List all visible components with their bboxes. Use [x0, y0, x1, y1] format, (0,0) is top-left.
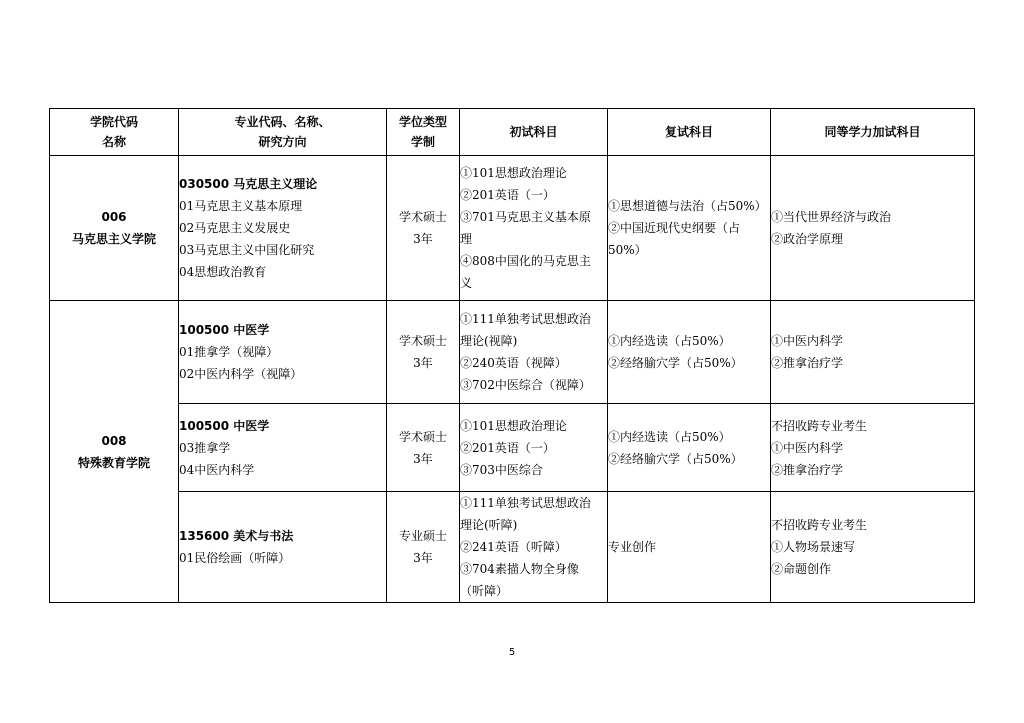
major-title: 100500 中医学	[179, 418, 270, 433]
retest-subject: 50%）	[608, 243, 647, 257]
prelim-subject: ①111单独考试思想政治	[460, 312, 591, 326]
prelim-cell	[460, 301, 608, 404]
degree-cell	[387, 156, 460, 301]
degree-cell	[387, 404, 460, 492]
direction: 02中医内科学（视障）	[179, 367, 303, 381]
retest-subject: ②经络腧穴学（占50%）	[608, 451, 743, 466]
equiv-subject: ②命题创作	[771, 562, 832, 576]
retest-subject: ①内经选读（占50%）	[608, 334, 731, 348]
header-college: 学院代码 名称	[50, 109, 179, 156]
direction: 01马克思主义基本原理	[179, 199, 303, 213]
degree-cell	[387, 492, 460, 603]
equiv-subject: ①中医内科学	[771, 440, 844, 455]
table-header-row	[50, 109, 975, 156]
header-prelim: 初试科目	[460, 109, 608, 156]
retest-subject: ②经络腧穴学（占50%）	[608, 356, 743, 370]
equiv-cell	[771, 404, 975, 492]
equiv-cell	[771, 301, 975, 404]
prelim-subject: ③702中医综合（视障）	[460, 378, 591, 392]
prelim-cell	[460, 404, 608, 492]
degree-type: 学术硕士	[398, 429, 447, 444]
retest-cell	[608, 492, 771, 603]
table-row	[50, 404, 975, 492]
equiv-subject: 不招收跨专业考生	[771, 418, 868, 433]
retest-subject: ①思想道德与法治（占50%）	[608, 199, 767, 213]
equiv-subject: ②政治学原理	[771, 232, 844, 246]
prelim-subject: ③703中医综合	[460, 462, 543, 477]
equiv-subject: ①中医内科学	[771, 334, 844, 348]
college-code: 008	[101, 433, 127, 448]
equiv-subject: ①当代世界经济与政治	[771, 210, 892, 224]
retest-cell	[608, 301, 771, 404]
prelim-cell	[460, 156, 608, 301]
college-name: 特殊教育学院	[77, 455, 150, 470]
major-title: 100500 中医学	[179, 323, 270, 337]
direction: 04中医内科学	[179, 462, 255, 477]
header-equiv: 同等学力加试科目	[771, 109, 975, 156]
equiv-cell	[771, 156, 975, 301]
table-row	[50, 492, 975, 603]
degree-cell	[387, 301, 460, 404]
major-cell	[179, 492, 387, 603]
header-retest: 复试科目	[608, 109, 771, 156]
college-name: 马克思主义学院	[71, 232, 156, 246]
prelim-subject: ③701马克思主义基本原	[460, 210, 591, 224]
prelim-subject: 理论(听障)	[460, 518, 518, 532]
prelim-subject: ②240英语（视障）	[460, 356, 567, 370]
direction: 01推拿学（视障）	[179, 345, 279, 359]
retest-subject: ①内经选读（占50%）	[608, 429, 731, 444]
equiv-subject: ②推拿治疗学	[771, 356, 844, 370]
duration: 3年	[413, 551, 433, 565]
degree-type: 专业硕士	[398, 529, 447, 543]
duration: 3年	[413, 451, 433, 466]
college-code: 006	[101, 210, 127, 224]
prelim-subject: ①101思想政治理论	[460, 418, 567, 433]
degree-type: 学术硕士	[398, 210, 447, 224]
direction: 01民俗绘画（听障）	[179, 551, 291, 565]
prelim-subject: 义	[460, 276, 473, 290]
table-row	[50, 301, 975, 404]
direction: 03马克思主义中国化研究	[179, 243, 315, 257]
major-cell	[179, 301, 387, 404]
major-title: 030500 马克思主义理论	[179, 177, 318, 191]
direction: 02马克思主义发展史	[179, 221, 291, 235]
prelim-cell	[460, 492, 608, 603]
equiv-subject: ①人物场景速写	[771, 540, 856, 554]
prelim-subject: ①101思想政治理论	[460, 166, 567, 180]
prelim-subject: ④808中国化的马克思主	[460, 254, 591, 268]
retest-subject: 专业创作	[608, 540, 657, 554]
prelim-subject: ①111单独考试思想政治	[460, 496, 591, 510]
major-cell	[179, 404, 387, 492]
college-cell	[50, 156, 179, 301]
retest-cell	[608, 404, 771, 492]
major-title: 135600 美术与书法	[179, 529, 294, 543]
retest-cell	[608, 156, 771, 301]
duration: 3年	[413, 232, 433, 246]
prelim-subject: ②241英语（听障）	[460, 540, 567, 554]
retest-subject: ②中国近现代史纲要（占	[608, 221, 741, 235]
equiv-subject: 不招收跨专业考生	[771, 518, 868, 532]
direction: 04思想政治教育	[179, 265, 267, 279]
prelim-subject: 理	[460, 232, 473, 246]
prelim-subject: 理论(视障)	[460, 334, 518, 348]
prelim-subject: （听障）	[460, 584, 509, 598]
prelim-subject: ②201英语（一）	[460, 188, 555, 202]
table-row	[50, 156, 975, 301]
direction: 03推拿学	[179, 440, 231, 455]
equiv-cell	[771, 492, 975, 603]
college-cell	[50, 301, 179, 603]
header-degree: 学位类型 学制	[387, 109, 460, 156]
equiv-subject: ②推拿治疗学	[771, 462, 844, 477]
degree-type: 学术硕士	[398, 334, 447, 348]
major-cell	[179, 156, 387, 301]
header-major: 专业代码、名称、 研究方向	[179, 109, 387, 156]
prelim-subject: ②201英语（一）	[460, 440, 555, 455]
page-number: 5	[508, 647, 516, 658]
prelim-subject: ③704素描人物全身像	[460, 562, 579, 576]
duration: 3年	[413, 356, 433, 370]
admissions-table	[49, 108, 975, 603]
